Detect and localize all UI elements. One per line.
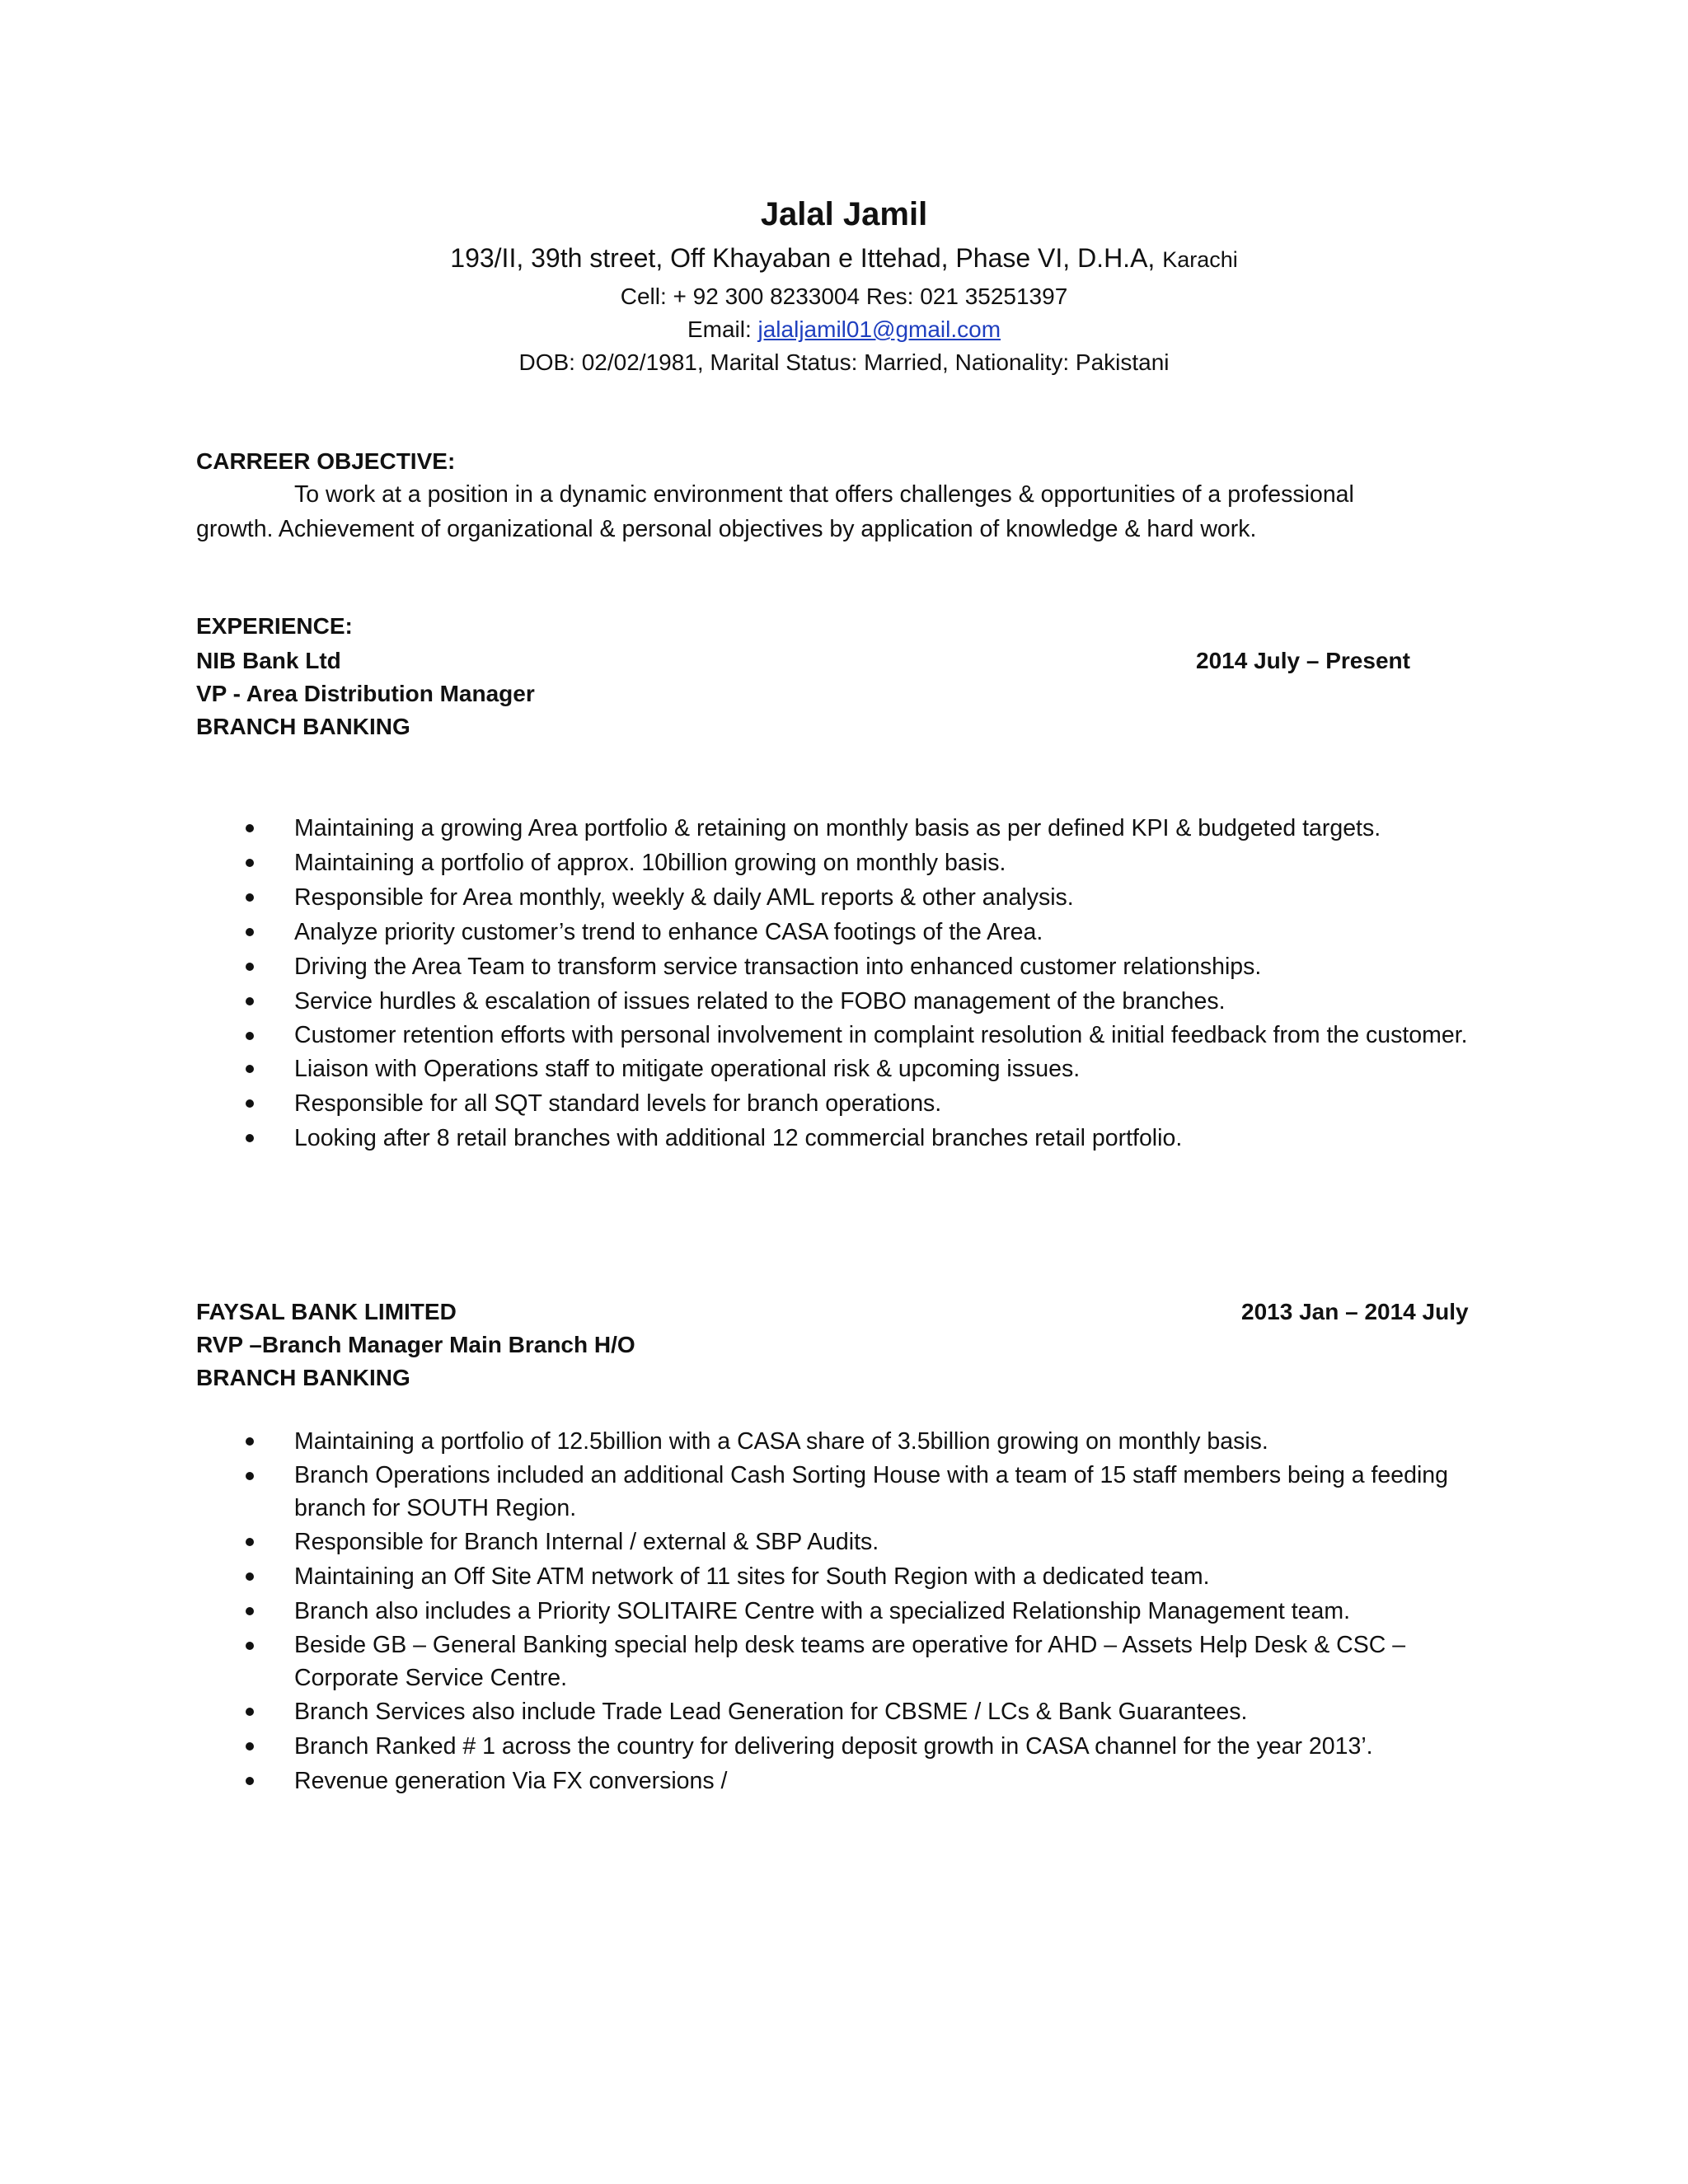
- bullet-icon: [246, 1572, 254, 1581]
- list-item: Responsible for Area monthly, weekly & daily AML reports & other analysis.: [0, 880, 1489, 915]
- bullet-icon: [246, 963, 254, 971]
- job-dates: 2013 Jan – 2014 July: [1241, 1299, 1469, 1324]
- list-item: Maintaining a portfolio of 12.5billion with a CASA share of 3.5billion growing on monthly basis.: [0, 1424, 1489, 1459]
- candidate-name: Jalal Jamil: [760, 196, 928, 232]
- list-item: Looking after 8 retail branches with additional 12 commercial branches retail portfolio.: [0, 1121, 1489, 1155]
- bullet-icon: [246, 1742, 254, 1750]
- list-item: Responsible for all SQT standard levels for branch operations.: [0, 1086, 1489, 1121]
- list-item: Revenue generation Via FX conversions /: [0, 1764, 1489, 1798]
- bullet-icon: [246, 1065, 254, 1073]
- objective-line-2: growth. Achievement of organizational & personal objectives by application of knowledge & hard work.: [196, 516, 1257, 542]
- job-company: NIB Bank Ltd: [196, 648, 341, 673]
- list-item: Branch Services also include Trade Lead Generation for CBSME / LCs & Bank Guarantees.: [0, 1694, 1489, 1729]
- list-item: Analyze priority customer’s trend to enhance CASA footings of the Area.: [0, 915, 1489, 949]
- list-item: Maintaining a portfolio of approx. 10billion growing on monthly basis.: [0, 846, 1489, 880]
- email-label: Email:: [687, 316, 758, 342]
- phone-line: Cell: + 92 300 8233004 Res: 021 35251397: [620, 284, 1068, 309]
- email-line: [0, 316, 1688, 343]
- objective-heading: CARREER OBJECTIVE:: [196, 448, 456, 474]
- bullet-icon: [246, 893, 254, 902]
- email-link[interactable]: jalaljamil01@gmail.com: [757, 316, 1001, 342]
- job-department: BRANCH BANKING: [196, 1365, 410, 1390]
- list-item: Branch also includes a Priority SOLITAIRE Centre with a specialized Relationship Management team.: [0, 1594, 1489, 1629]
- bullet-icon: [246, 1099, 254, 1108]
- job-1-bullet-list: [0, 811, 1688, 1155]
- objective-line-1: To work at a position in a dynamic environment that offers challenges & opportunities of a professional: [294, 481, 1354, 508]
- bullet-icon: [246, 1538, 254, 1546]
- list-item: Service hurdles & escalation of issues related to the FOBO management of the branches.: [0, 984, 1489, 1019]
- bullet-icon: [246, 1032, 254, 1040]
- list-item: Beside GB – General Banking special help desk teams are operative for AHD – Assets Help Desk & CSC – Corporate Service Centre.: [0, 1629, 1489, 1694]
- bullet-icon: [246, 1777, 254, 1785]
- bullet-icon: [246, 1642, 254, 1650]
- list-item: Maintaining a growing Area portfolio & retaining on monthly basis as per defined KPI & budgeted targets.: [0, 811, 1489, 846]
- bullet-icon: [246, 824, 254, 832]
- bullet-icon: [246, 928, 254, 936]
- list-item: Branch Ranked # 1 across the country for delivering deposit growth in CASA channel for the year 2013’.: [0, 1729, 1489, 1764]
- list-item: Liaison with Operations staff to mitigate operational risk & upcoming issues.: [0, 1052, 1489, 1086]
- job-title: VP - Area Distribution Manager: [196, 681, 535, 706]
- bullet-icon: [246, 1607, 254, 1615]
- list-item: Branch Operations included an additional Cash Sorting House with a team of 15 staff members being a feeding branch for SOUTH Region.: [0, 1459, 1489, 1525]
- list-item: Customer retention efforts with personal involvement in complaint resolution & initial feedback from the customer.: [0, 1019, 1489, 1052]
- bullet-icon: [246, 997, 254, 1005]
- address-main: 193/II, 39th street, Off Khayaban e Ittehad, Phase VI, D.H.A,: [450, 243, 1163, 273]
- list-item: Driving the Area Team to transform service transaction into enhanced customer relationships.: [0, 949, 1489, 984]
- job-dates: 2014 July – Present: [1196, 648, 1410, 673]
- bullet-icon: [246, 1437, 254, 1446]
- list-item: Responsible for Branch Internal / external & SBP Audits.: [0, 1525, 1489, 1559]
- job-department: BRANCH BANKING: [196, 714, 410, 739]
- experience-heading: EXPERIENCE:: [196, 613, 353, 639]
- address-city: Karachi: [1162, 247, 1238, 272]
- job-title: RVP –Branch Manager Main Branch H/O: [196, 1332, 635, 1357]
- bullet-icon: [246, 1134, 254, 1142]
- address-line: [0, 243, 1688, 274]
- list-item: Maintaining an Off Site ATM network of 11 sites for South Region with a dedicated team.: [0, 1559, 1489, 1594]
- bullet-icon: [246, 859, 254, 867]
- bullet-icon: [246, 1708, 254, 1716]
- bullet-icon: [246, 1472, 254, 1480]
- job-2-bullet-list: [0, 1424, 1688, 1798]
- personal-details: DOB: 02/02/1981, Marital Status: Married, Nationality: Pakistani: [518, 349, 1170, 375]
- job-company: FAYSAL BANK LIMITED: [196, 1299, 457, 1324]
